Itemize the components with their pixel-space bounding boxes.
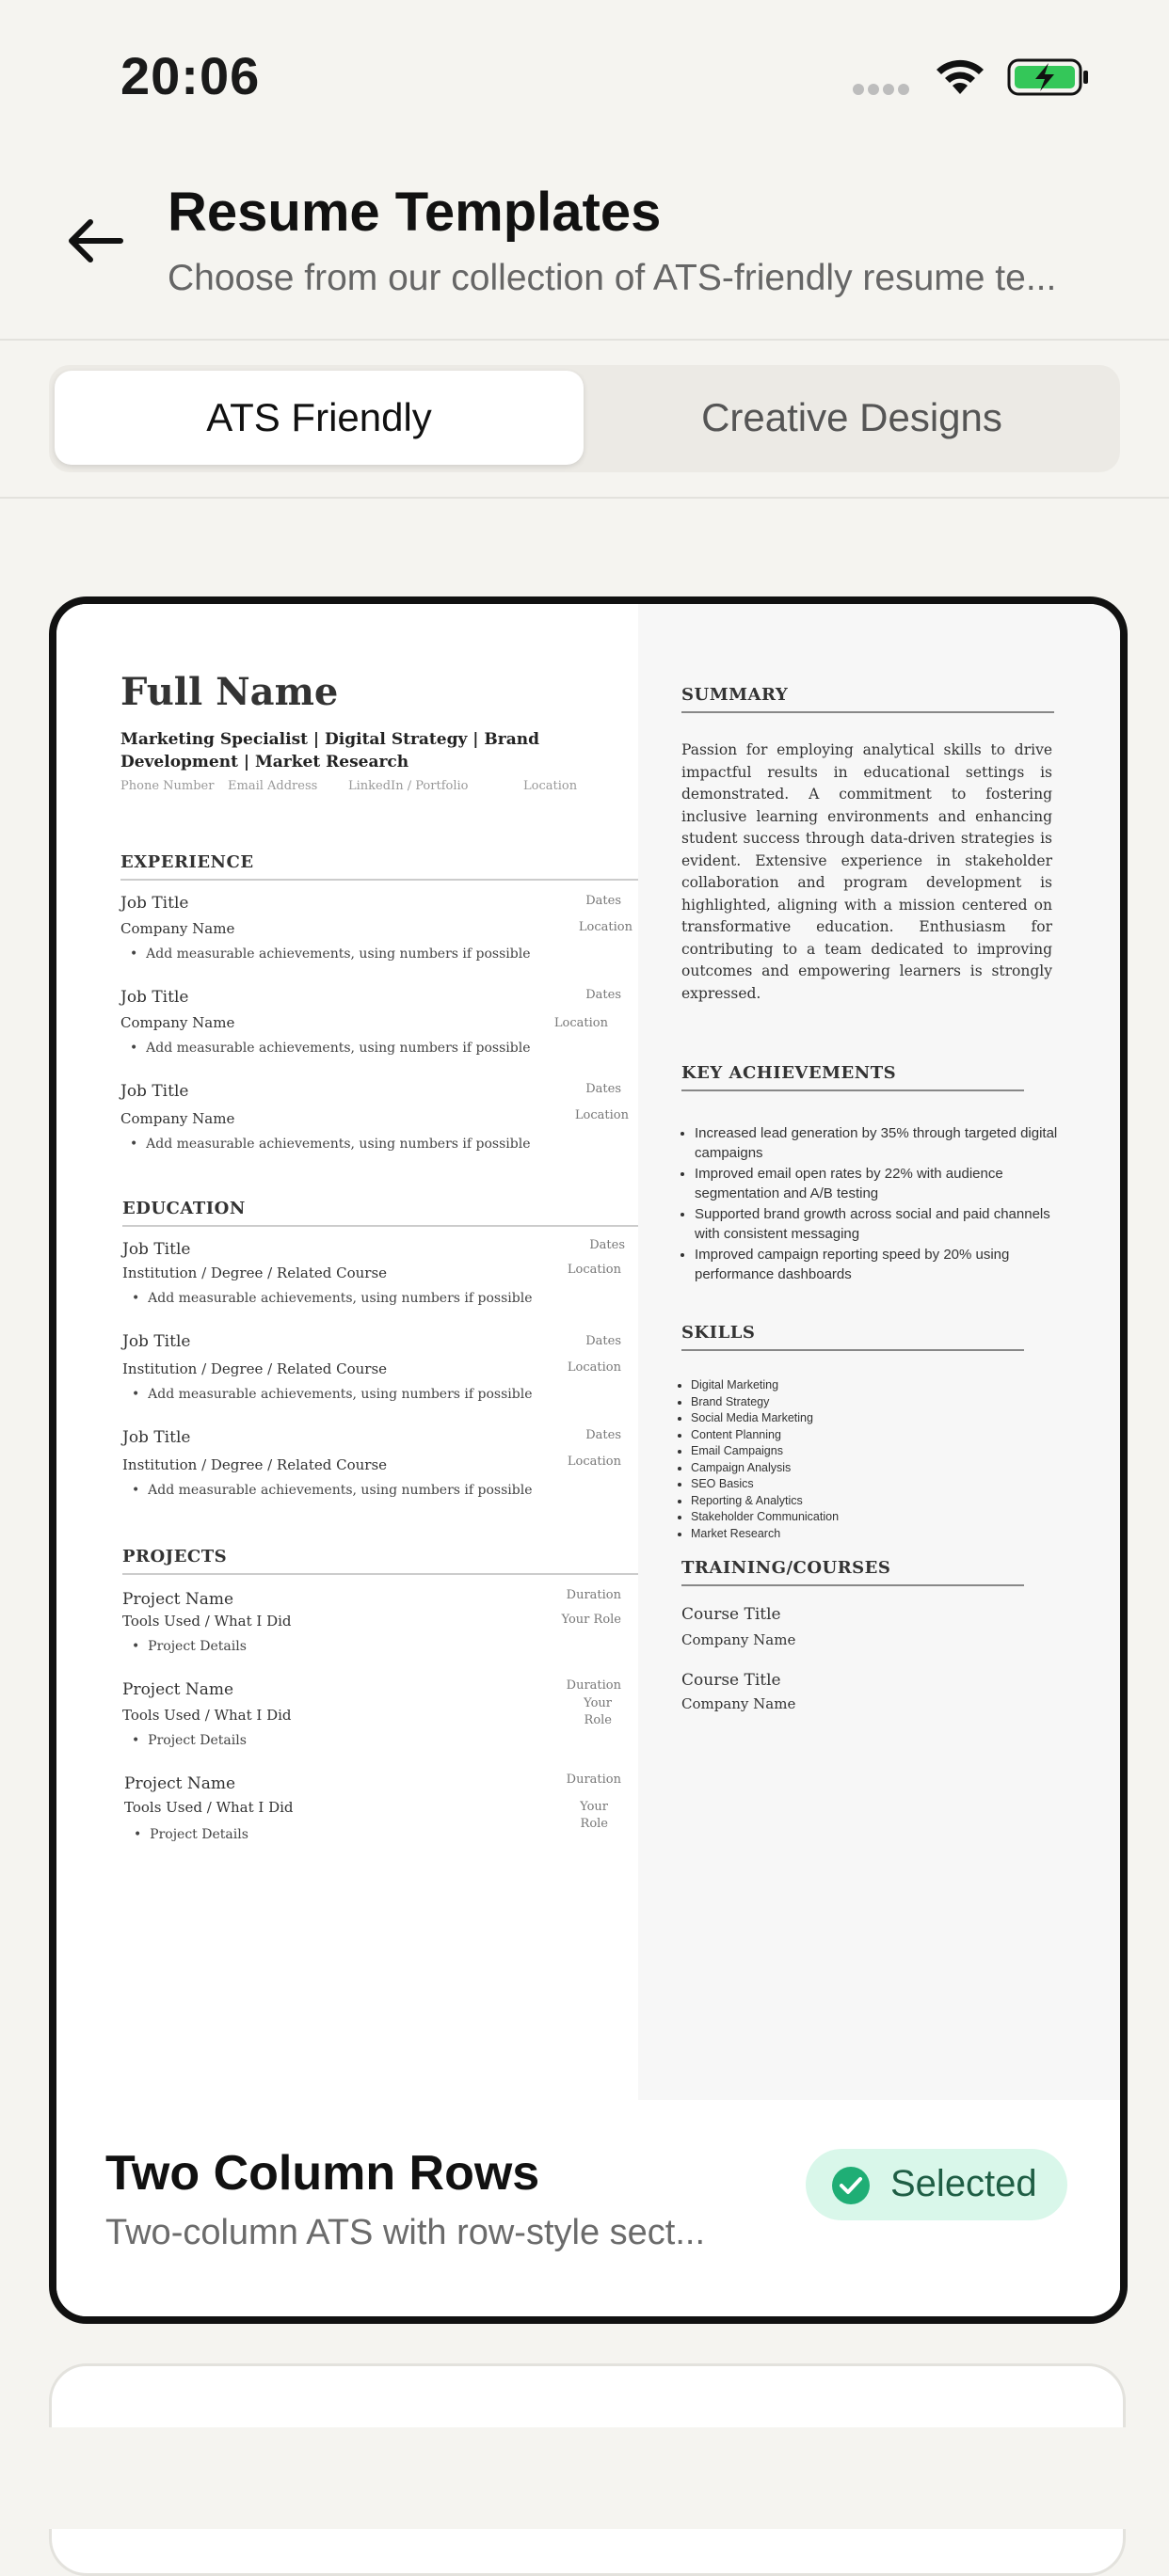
education-title: Job Title: [122, 1428, 191, 1447]
battery-charging-icon: [1007, 56, 1092, 98]
resume-phone: Phone Number: [120, 779, 215, 793]
skills-list: [680, 1377, 1049, 1542]
experience-bullet: • Add measurable achievements, using numbers if possible: [130, 946, 531, 962]
experience-job-title: Job Title: [120, 1082, 189, 1101]
experience-company: Company Name: [120, 1014, 235, 1031]
list-item: • Improved campaign reporting speed by 20% using performance dashboards: [695, 1245, 1071, 1284]
experience-dates: Dates: [585, 1082, 621, 1096]
course-title: Course Title: [681, 1671, 781, 1690]
check-circle-icon: [830, 2165, 872, 2206]
resume-headline: Marketing Specialist | Digital Strategy | Brand Development | Market Research: [120, 730, 539, 771]
back-arrow-icon[interactable]: [62, 213, 128, 269]
project-role: Your Role: [561, 1613, 621, 1627]
project-role: [527, 1799, 608, 1833]
experience-location: Location: [574, 1108, 629, 1122]
list-item: • Content Planning: [691, 1427, 1049, 1444]
signal-dots-icon: [853, 83, 913, 100]
education-dates: Dates: [585, 1428, 621, 1442]
list-item: • Reporting & Analytics: [691, 1493, 1049, 1510]
education-bullet: • Add measurable achievements, using numbers if possible: [132, 1387, 533, 1402]
list-item: • Brand Strategy: [691, 1394, 1049, 1411]
project-detail: Project Details: [148, 1639, 247, 1654]
template-info: [56, 2100, 1120, 2316]
list-item: • Email Campaigns: [691, 1443, 1049, 1460]
education-bullet: • Add measurable achievements, using numbers if possible: [132, 1291, 533, 1306]
status-bar: [0, 0, 1169, 139]
project-duration: Duration: [566, 1588, 621, 1602]
project-tools: Tools Used / What I Did: [122, 1613, 292, 1630]
resume-left-column: [56, 604, 638, 2100]
tab-ats-friendly[interactable]: ATS Friendly: [55, 371, 584, 465]
page-title: Resume Templates: [168, 182, 662, 243]
template-card-two-column-rows[interactable]: [49, 596, 1128, 2324]
experience-dates: Dates: [585, 894, 621, 908]
education-divider: [122, 1225, 691, 1227]
list-item: • Market Research: [691, 1526, 1049, 1543]
skills-heading: SKILLS: [681, 1323, 756, 1343]
project-role: [527, 1695, 612, 1729]
projects-divider: [122, 1573, 687, 1575]
project-detail: Project Details: [150, 1827, 248, 1842]
course-company: Company Name: [681, 1695, 796, 1712]
list-item: • Campaign Analysis: [691, 1460, 1049, 1477]
project-tools: Tools Used / What I Did: [124, 1799, 294, 1816]
experience-bullet-text: Add measurable achievements, using numbers if possible: [146, 1041, 531, 1056]
education-title: Job Title: [122, 1240, 191, 1259]
resume-email: Email Address: [228, 779, 318, 793]
education-institution: Institution / Degree / Related Course: [122, 1264, 388, 1281]
experience-job-title: Job Title: [120, 988, 189, 1007]
list-item: • Increased lead generation by 35% through targeted digital campaigns: [695, 1123, 1071, 1163]
page-header: [0, 139, 1169, 341]
project-duration: Duration: [566, 1678, 621, 1693]
project-bullet: • Project Details: [132, 1639, 247, 1654]
education-dates: Dates: [589, 1238, 625, 1252]
project-role-line: Role: [584, 1713, 612, 1727]
experience-location: Location: [553, 1016, 608, 1030]
projects-heading: PROJECTS: [122, 1547, 228, 1566]
list-item: • Social Media Marketing: [691, 1410, 1049, 1427]
project-name: Project Name: [124, 1774, 236, 1793]
experience-company: Company Name: [120, 920, 235, 937]
list-item: • Improved email open rates by 22% with audience segmentation and A/B testing: [695, 1164, 1071, 1203]
education-location: Location: [567, 1263, 621, 1277]
education-bullet-text: Add measurable achievements, using numbers if possible: [148, 1387, 533, 1402]
experience-bullet: • Add measurable achievements, using numbers if possible: [130, 1041, 531, 1056]
selected-badge: [806, 2149, 1067, 2220]
experience-location: Location: [578, 920, 633, 934]
project-tools: Tools Used / What I Did: [122, 1707, 292, 1724]
project-name: Project Name: [122, 1680, 234, 1699]
experience-job-title: Job Title: [120, 894, 189, 913]
training-divider: [681, 1584, 1024, 1586]
summary-divider: [681, 711, 1054, 713]
project-name: Project Name: [122, 1590, 234, 1609]
project-detail: Project Details: [148, 1733, 247, 1748]
template-description: Two-column ATS with row-style sect...: [105, 2213, 706, 2252]
summary-text: Passion for employing analytical skills to drive impactful results in educational settings is demonstrated. A commitment to fostering inclusive learning environments and enhancing student success through data-driven strategies is evident. Extensive experience in stakeholder collaboration and program development is highlighted, aligning with a mission centered on transformative education. Enthusiasm for contributing to a team dedicated to improving outcomes and empowering learners is strongly expressed.: [681, 741, 1052, 1002]
resume-linkedin: LinkedIn / Portfolio: [348, 779, 469, 793]
experience-divider: [120, 879, 689, 881]
experience-bullet-text: Add measurable achievements, using numbers if possible: [146, 1137, 531, 1152]
list-item: • Supported brand growth across social and paid channels with consistent messaging: [695, 1204, 1071, 1244]
resume-full-name: Full Name: [120, 670, 339, 714]
key-achievements-divider: [681, 1089, 1024, 1091]
bottom-area: [0, 2427, 1169, 2529]
list-item: • SEO Basics: [691, 1476, 1049, 1493]
education-bullet-text: Add measurable achievements, using numbers if possible: [148, 1291, 533, 1306]
tab-creative-designs[interactable]: Creative Designs: [701, 395, 1002, 439]
education-institution: Institution / Degree / Related Course: [122, 1456, 388, 1473]
page-subtitle: Choose from our collection of ATS-friendly resume te...: [168, 258, 1057, 298]
project-role-line: Role: [580, 1817, 608, 1831]
course-title: Course Title: [681, 1605, 781, 1624]
experience-bullet: • Add measurable achievements, using numbers if possible: [130, 1137, 531, 1152]
education-bullet: • Add measurable achievements, using numbers if possible: [132, 1483, 533, 1498]
experience-bullet-text: Add measurable achievements, using numbers if possible: [146, 946, 531, 962]
status-time: 20:06: [120, 46, 261, 105]
project-role-line: Your: [584, 1696, 612, 1710]
template-name: Two Column Rows: [105, 2146, 540, 2201]
key-achievements-list: [681, 1123, 1071, 1285]
education-bullet-text: Add measurable achievements, using numbers if possible: [148, 1483, 533, 1498]
project-bullet: • Project Details: [134, 1827, 248, 1842]
selected-label: Selected: [890, 2163, 1037, 2204]
list-item: • Digital Marketing: [691, 1377, 1049, 1394]
project-role-line: Your: [580, 1800, 608, 1814]
experience-company: Company Name: [120, 1110, 235, 1127]
project-duration: Duration: [566, 1773, 621, 1787]
experience-dates: Dates: [585, 988, 621, 1002]
experience-heading: EXPERIENCE: [120, 852, 254, 872]
list-item: • Stakeholder Communication: [691, 1509, 1049, 1526]
resume-location: Location: [523, 779, 578, 793]
skills-divider: [681, 1349, 1024, 1351]
template-category-tabs: [49, 365, 1120, 472]
education-heading: EDUCATION: [122, 1199, 246, 1218]
resume-preview: [56, 604, 1120, 2100]
education-location: Location: [567, 1360, 621, 1375]
key-achievements-heading: KEY ACHIEVEMENTS: [681, 1063, 897, 1083]
education-institution: Institution / Degree / Related Course: [122, 1360, 388, 1377]
education-dates: Dates: [585, 1334, 621, 1348]
training-heading: TRAINING/COURSES: [681, 1558, 891, 1578]
project-bullet: • Project Details: [132, 1733, 247, 1748]
education-title: Job Title: [122, 1332, 191, 1351]
education-location: Location: [567, 1455, 621, 1469]
divider: [0, 497, 1169, 499]
course-company: Company Name: [681, 1631, 796, 1648]
summary-heading: SUMMARY: [681, 685, 789, 705]
wifi-icon: [932, 56, 988, 98]
